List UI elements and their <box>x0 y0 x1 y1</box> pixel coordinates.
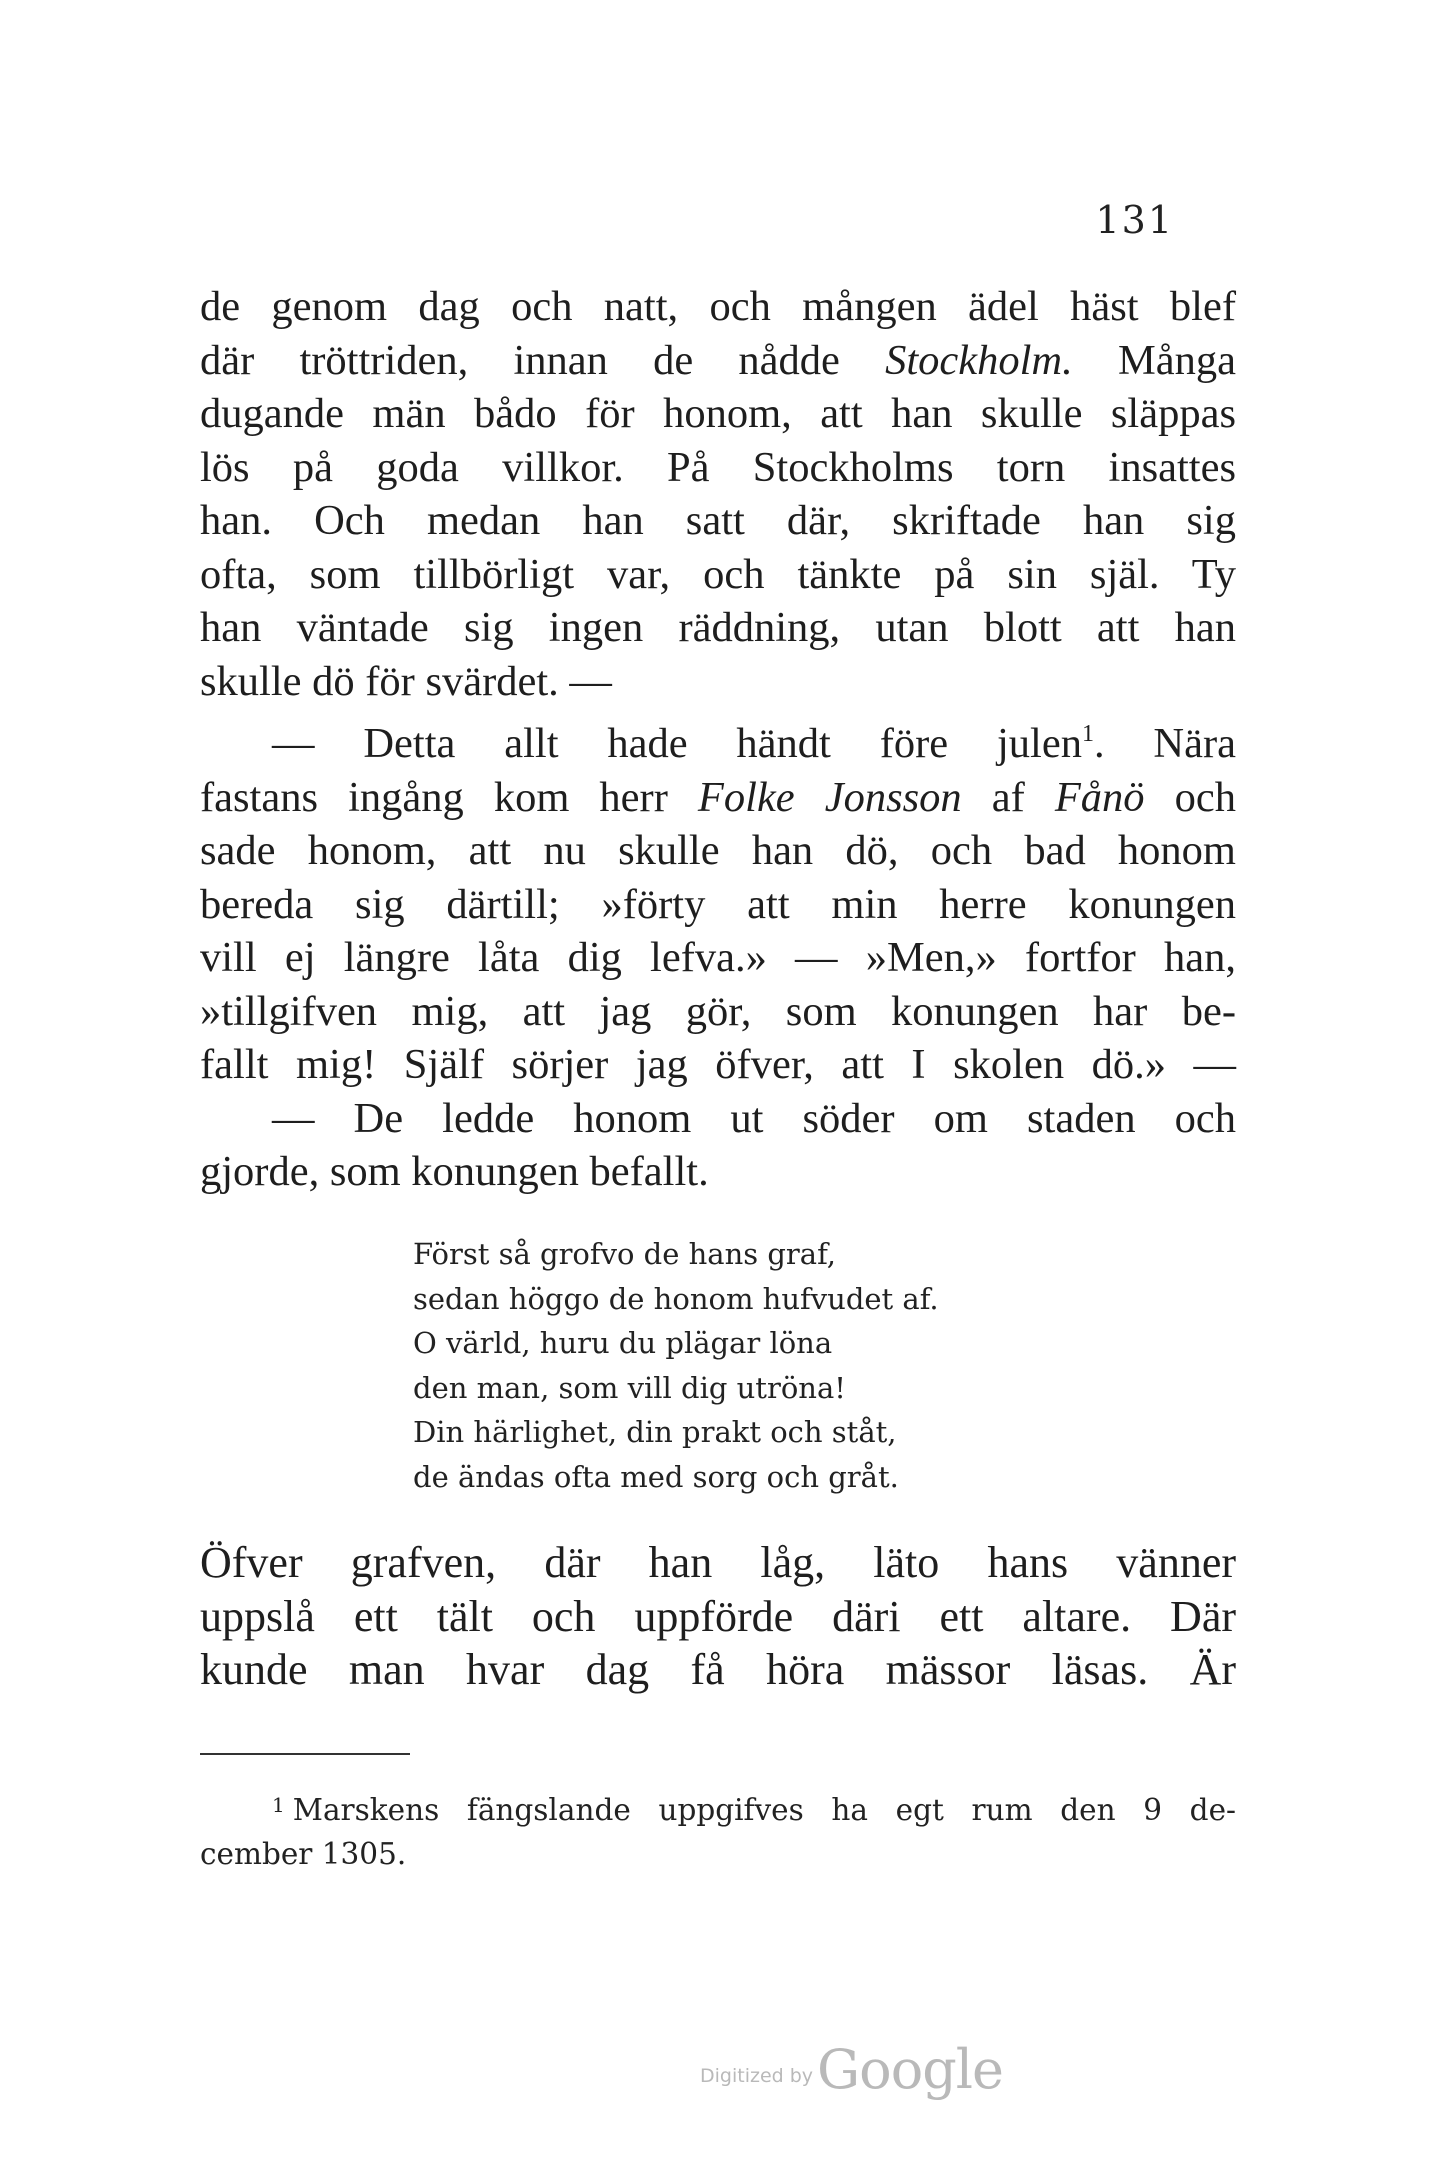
text-fragment: Många <box>1072 336 1236 384</box>
google-logo: Google <box>817 2038 1003 2101</box>
verse-line: Din härlighet, din prakt och ståt, <box>413 1415 897 1449</box>
text-line: kunde man hvar dag få höra mässor läsas. Är <box>200 1645 1236 1694</box>
footnote <box>200 1783 1236 1876</box>
text-line: gjorde, som konungen befallt. <box>200 1148 709 1195</box>
text-line: de genom dag och natt, och mången ädel häst blef <box>200 283 1236 330</box>
page-number: 131 <box>1095 198 1174 242</box>
text-fragment: . Nära <box>1093 720 1236 767</box>
footnote-line: cember 1305. <box>200 1837 407 1871</box>
verse-line: O värld, huru du plägar löna <box>413 1326 833 1360</box>
footnote-marker: 1 <box>272 1793 285 1817</box>
text-fragment: fastans ingång kom herr <box>200 773 698 821</box>
text-fragment: — Detta allt hade händt före julen <box>272 720 1082 767</box>
verse-line: sedan höggo de honom hufvudet af. <box>413 1281 939 1316</box>
verse-line: den man, som vill dig utröna! <box>413 1370 846 1405</box>
digitized-watermark <box>700 2038 1003 2101</box>
text-line: ofta, som tillbörligt var, och tänkte på sin själ. Ty <box>200 550 1236 598</box>
place-name-italic: Fånö <box>1054 773 1145 821</box>
text-fragment: af <box>961 773 1055 821</box>
text-line: han. Och medan han satt där, skriftade han sig <box>200 497 1236 544</box>
text-line: bereda sig därtill; »förty att min herre konungen <box>200 880 1236 928</box>
text-line: fallt mig! Själf sörjer jag öfver, att I skolen dö.» — <box>200 1041 1236 1088</box>
footnote-line <box>200 1783 1236 1832</box>
verse-line: de ändas ofta med sorg och gråt. <box>413 1459 899 1494</box>
verse-block <box>413 1232 939 1499</box>
main-text <box>200 280 1236 1199</box>
text-line: han väntade sig ingen räddning, utan blott att han <box>200 604 1236 651</box>
text-line: sade honom, att nu skulle han dö, och bad honom <box>200 827 1236 874</box>
text-line <box>200 334 1236 388</box>
watermark-prefix: Digitized by <box>700 2065 814 2087</box>
text-fragment: Marskens fängslande uppgifves ha egt rum den 9 de- <box>292 1793 1236 1827</box>
footnote-reference: 1 <box>1081 721 1094 747</box>
text-line <box>200 771 1236 825</box>
place-name-italic: Stockholm. <box>885 336 1073 384</box>
text-line: dugande män bådo för honom, att han skulle släppas <box>200 390 1236 437</box>
person-name-italic: Folke Jonsson <box>697 773 962 821</box>
text-fragment: där tröttriden, innan de nådde <box>200 336 886 384</box>
footnote-divider <box>200 1753 410 1755</box>
text-line <box>200 708 1236 771</box>
text-line: vill ej längre låta dig lefva.» — »Men,» fortfor han, <box>200 934 1236 981</box>
text-line: uppslå ett tält och uppförde däri ett altare. Där <box>200 1591 1236 1641</box>
text-line: lös på goda villkor. På Stockholms torn insattes <box>200 443 1236 491</box>
closing-paragraph <box>200 1536 1236 1697</box>
text-line: Öfver grafven, där han låg, läto hans vänner <box>200 1538 1236 1587</box>
text-line: skulle dö för svärdet. — <box>200 657 612 705</box>
text-fragment: och <box>1144 773 1236 821</box>
text-line: — De ledde honom ut söder om staden och <box>272 1094 1236 1142</box>
verse-line: Först så grofvo de hans graf, <box>413 1237 837 1271</box>
text-line: »tillgifven mig, att jag gör, som konungen har be- <box>200 987 1236 1035</box>
